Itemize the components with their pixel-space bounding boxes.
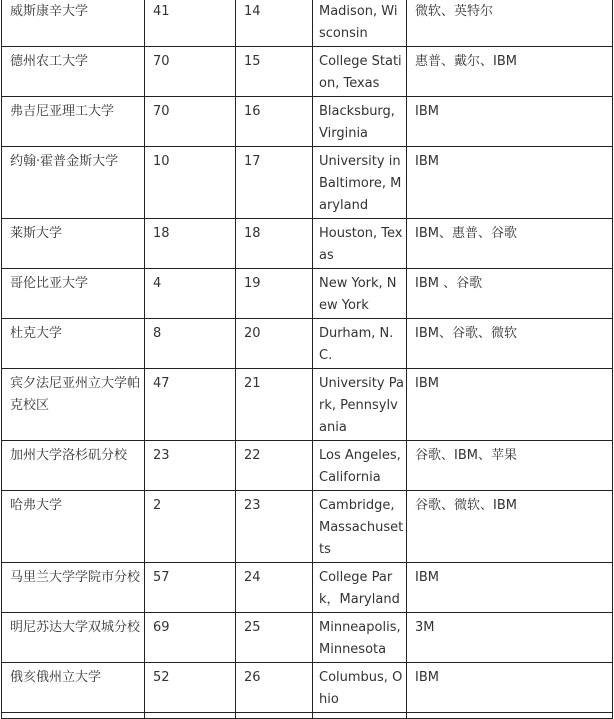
location-cell: Madison, Wisconsin <box>313 0 407 47</box>
value-cell: 23 <box>145 441 236 491</box>
table-row <box>2 219 613 269</box>
university-cell: 杜克大学 <box>2 319 145 369</box>
value-cell: 70 <box>145 97 236 147</box>
value-cell: 70 <box>145 47 236 97</box>
companies-cell: 惠普、戴尔、IBM <box>407 47 613 97</box>
university-cell: 哥伦比亚大学 <box>2 269 145 319</box>
companies-cell: IBM、谷歌、微软 <box>407 319 613 369</box>
rank-cell <box>236 713 313 719</box>
value-cell: 57 <box>145 563 236 613</box>
value-cell: 8 <box>145 319 236 369</box>
companies-cell: IBM <box>407 369 613 441</box>
table-row <box>2 491 613 563</box>
table-row <box>2 269 613 319</box>
location-cell: Columbus, Ohio <box>313 663 407 713</box>
rank-cell: 23 <box>236 491 313 563</box>
location-cell: New York, New York <box>313 269 407 319</box>
location-cell: Minneapolis, Minnesota <box>313 613 407 663</box>
university-ranking-table <box>1 0 613 719</box>
table-row <box>2 613 613 663</box>
university-cell: 德州农工大学 <box>2 47 145 97</box>
rank-cell: 19 <box>236 269 313 319</box>
table-row <box>2 319 613 369</box>
companies-cell: 微软、英特尔 <box>407 0 613 47</box>
companies-cell: IBM <box>407 97 613 147</box>
value-cell: 18 <box>145 219 236 269</box>
university-cell: 俄亥俄州立大学 <box>2 663 145 713</box>
location-cell: University in Baltimore, Maryland <box>313 147 407 219</box>
value-cell: 47 <box>145 369 236 441</box>
value-cell: 52 <box>145 663 236 713</box>
location-cell <box>313 713 407 719</box>
companies-cell: IBM 、谷歌 <box>407 269 613 319</box>
rank-cell: 18 <box>236 219 313 269</box>
university-cell: 哈弗大学 <box>2 491 145 563</box>
rank-cell: 20 <box>236 319 313 369</box>
location-cell: Houston, Texas <box>313 219 407 269</box>
companies-cell: IBM <box>407 147 613 219</box>
value-cell: 4 <box>145 269 236 319</box>
value-cell: 69 <box>145 613 236 663</box>
table-row <box>2 0 613 47</box>
university-cell: 明尼苏达大学双城分校 <box>2 613 145 663</box>
rank-cell: 24 <box>236 563 313 613</box>
university-cell: 马里兰大学学院市分校 <box>2 563 145 613</box>
rank-cell: 25 <box>236 613 313 663</box>
table-row <box>2 663 613 713</box>
rank-cell: 17 <box>236 147 313 219</box>
table-row <box>2 147 613 219</box>
companies-cell: 3M <box>407 613 613 663</box>
table-row <box>2 441 613 491</box>
companies-cell: IBM、惠普、谷歌 <box>407 219 613 269</box>
table-row <box>2 563 613 613</box>
companies-cell: 谷歌、微软、IBM <box>407 491 613 563</box>
table-row <box>2 713 613 719</box>
location-cell: Blacksburg, Virginia <box>313 97 407 147</box>
table-row <box>2 47 613 97</box>
value-cell: 10 <box>145 147 236 219</box>
rank-cell: 22 <box>236 441 313 491</box>
location-cell: Cambridge, Massachusetts <box>313 491 407 563</box>
university-cell: 莱斯大学 <box>2 219 145 269</box>
university-cell: 宾夕法尼亚州立大学帕克校区 <box>2 369 145 441</box>
value-cell <box>145 713 236 719</box>
companies-cell: 谷歌、IBM、苹果 <box>407 441 613 491</box>
rank-cell: 21 <box>236 369 313 441</box>
university-cell: 弗吉尼亚理工大学 <box>2 97 145 147</box>
location-cell: University Park, Pennsylvania <box>313 369 407 441</box>
rank-cell: 26 <box>236 663 313 713</box>
location-cell: College Station, Texas <box>313 47 407 97</box>
value-cell: 41 <box>145 0 236 47</box>
companies-cell: IBM <box>407 563 613 613</box>
university-cell: 约翰·霍普金斯大学 <box>2 147 145 219</box>
table-row <box>2 97 613 147</box>
rank-cell: 14 <box>236 0 313 47</box>
rank-cell: 15 <box>236 47 313 97</box>
table-row <box>2 369 613 441</box>
rank-cell: 16 <box>236 97 313 147</box>
companies-cell <box>407 713 613 719</box>
companies-cell: IBM <box>407 663 613 713</box>
location-cell: Los Angeles, California <box>313 441 407 491</box>
university-cell <box>2 713 145 719</box>
university-cell: 威斯康辛大学 <box>2 0 145 47</box>
location-cell: College Park，Maryland <box>313 563 407 613</box>
university-cell: 加州大学洛杉矶分校 <box>2 441 145 491</box>
value-cell: 2 <box>145 491 236 563</box>
location-cell: Durham, N.C. <box>313 319 407 369</box>
